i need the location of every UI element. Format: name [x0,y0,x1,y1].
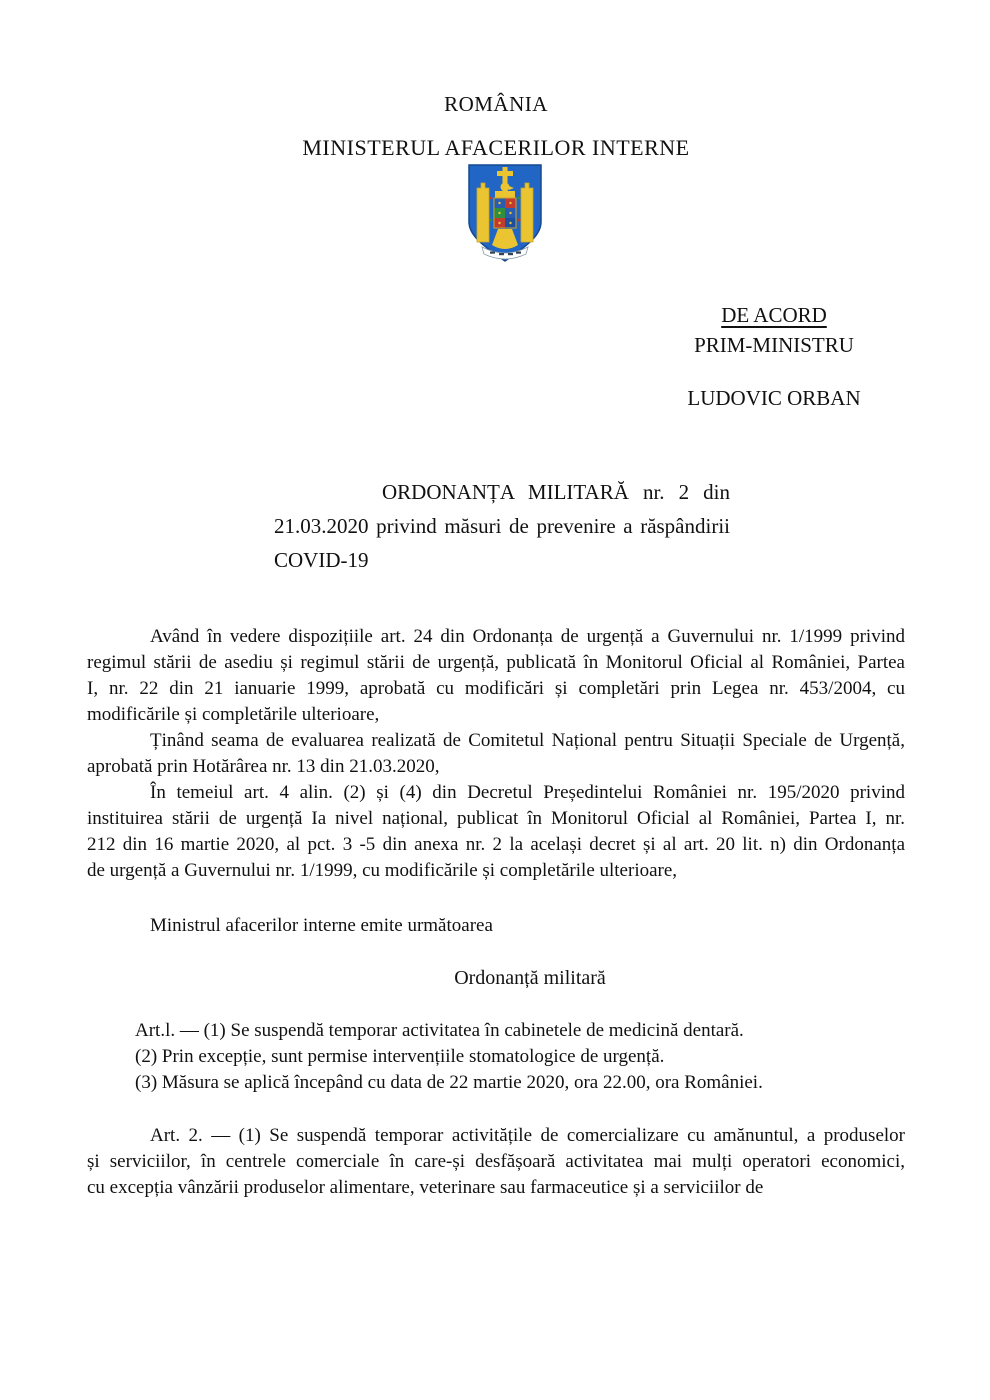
preamble-line: modificările și completările ulterioare, [87,704,380,725]
article-2 [87,1123,905,1201]
article-line: (2) Prin excepție, sunt permise intervențiile stomatologice de urgență. [135,1046,665,1067]
approval-block [678,300,870,413]
title-line: ORDONANȚA MILITARĂ nr. 2 din [382,480,730,504]
preamble-line: Ținând seama de evaluarea realizată de Comitetul Național pentru Situații Speciale de Urgență, [150,730,905,751]
article-line: Art. 2. — (1) Se suspendă temporar activitățile de comercializare cu amănuntul, a produselor [150,1125,905,1146]
order-heading: Ordonanță militară [454,967,606,989]
preamble [87,624,905,884]
preamble-line: de urgență a Guvernului nr. 1/1999, cu modificările și completările ulterioare, [87,860,678,881]
article-line: și serviciilor, în centrele comerciale în care-și desfășoară activitatea mai mulți operatori economici, [87,1151,905,1172]
article-line: Art.l. — (1) Se suspendă temporar activitatea în cabinetele de medicină dentară. [135,1020,744,1041]
preamble-line: I, nr. 22 din 21 ianuarie 1999, aprobată cu modificări și completări prin Legea nr. 453/2004, cu [87,678,905,699]
article-1 [135,1018,905,1096]
ministry-title: MINISTERUL AFACERILOR INTERNE [302,135,690,160]
preamble-line: aprobată prin Hotărârea nr. 13 din 21.03.2020, [87,756,440,777]
article-line: (3) Măsura se aplică începând cu data de 22 martie 2020, ora 22.00, ora României. [135,1072,763,1093]
preamble-line: instituirea stării de urgență Ia nivel național, publicat în Monitorul Oficial al României, Partea I, nr. [87,808,905,829]
coat-of-arms-container [87,164,905,262]
preamble-line: regimul stării de asediu și regimul stării de urgență, publicată în Monitorul Oficial al României, Partea [87,652,905,673]
romania-coat-of-arms-icon [468,164,542,262]
title-line: COVID-19 [274,548,369,572]
preamble-line: În temeiul art. 4 alin. (2) și (4) din Decretul Președintelui României nr. 195/2020 privind [150,782,905,803]
article-line: cu excepția vânzării produselor alimentare, veterinare sau farmaceutice și a serviciilor de [87,1177,764,1198]
enactment-clause: Ministrul afacerilor interne emite următoarea [150,915,493,936]
approval-signer-name: LUDOVIC ORBAN [687,386,861,410]
preamble-line: 212 din 16 martie 2020, al pct. 3 -5 din anexa nr. 2 la același decret și al art. 20 lit. n) din Ordonanța [87,834,905,855]
title-line: 21.03.2020 privind măsuri de prevenire a răspândirii [274,514,730,538]
approval-agreement: DE ACORD [721,303,827,327]
approval-role: PRIM-MINISTRU [694,333,854,357]
country-title: ROMÂNIA [444,92,548,116]
document-title [274,475,730,577]
preamble-line: Având în vedere dispozițiile art. 24 din Ordonanța de urgență a Guvernului nr. 1/1999 privind [150,626,905,647]
